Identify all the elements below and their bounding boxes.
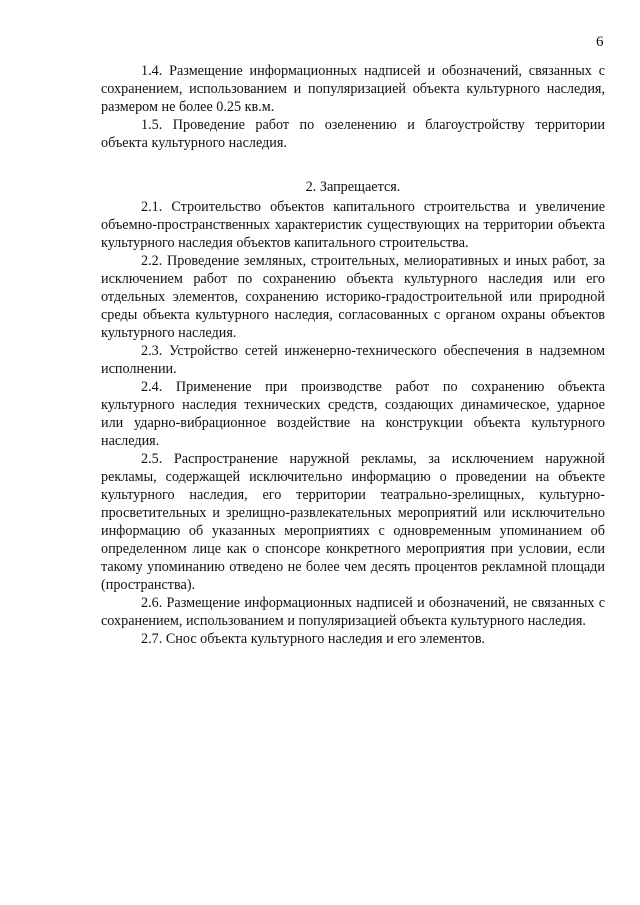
clause-2-3: 2.3. Устройство сетей инженерно-технического обеспечения в надземном исполнении. (101, 343, 605, 377)
clause-2-2: 2.2. Проведение земляных, строительных, мелиоративных и иных работ, за исключением работ по сохранению объекта культурного наследия или его отдельных элементов, сохранению историко-градостроительной или природной среды объекта культурного наследия, согласованных с органом охраны объектов культурного наследия. (101, 253, 605, 341)
clause-1-5: 1.5. Проведение работ по озеленению и благоустройству территории объекта культурного наследия. (101, 117, 605, 151)
clause-2-4: 2.4. Применение при производстве работ по сохранению объекта культурного наследия технических средств, создающих динамическое, ударное или ударно-вибрационное воздействие на конструкции объекта культурного наследия. (101, 379, 605, 449)
section-heading: 2. Запрещается. (305, 179, 401, 195)
clause-2-7: 2.7. Снос объекта культурного наследия и его элементов. (141, 631, 486, 647)
clause-2-5: 2.5. Распространение наружной рекламы, за исключением наружной рекламы, содержащей исключительно информацию о проведении на объекте культурного наследия, его территории театрально-зрелищных, культурно-просветительных и зрелищно-развлекательных мероприятий или исключительно информацию об указанных мероприятиях с одновременным упоминанием об определенном лице как о спонсоре конкретного мероприятия при условии, если такому упоминанию отведено не более чем десять процентов рекламной площади (пространства). (101, 451, 605, 593)
document-body (101, 62, 605, 648)
clause-1-4: 1.4. Размещение информационных надписей и обозначений, связанных с сохранением, использованием и популяризацией объекта культурного наследия, размером не более 0.25 кв.м. (101, 63, 605, 115)
page-number: 6 (596, 34, 604, 50)
clause-2-1: 2.1. Строительство объектов капитального строительства и увеличение объемно-пространственных характеристик существующих на территории объекта культурного наследия объектов капитального строительства. (101, 199, 605, 251)
clause-2-6: 2.6. Размещение информационных надписей и обозначений, не связанных с сохранением, использованием и популяризацией объекта культурного наследия. (101, 595, 605, 629)
